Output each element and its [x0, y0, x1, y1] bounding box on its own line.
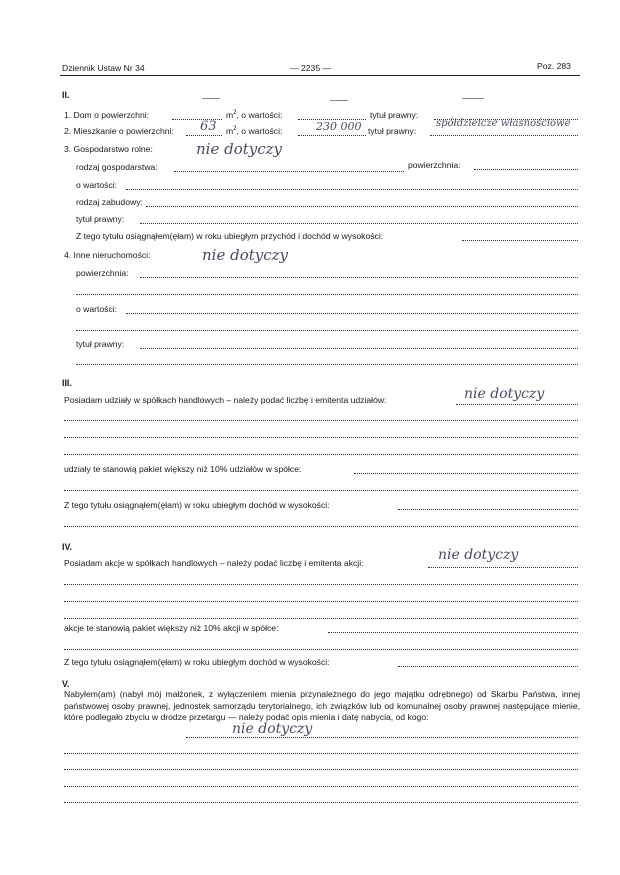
- apartment-value-field[interactable]: [298, 135, 366, 136]
- acquisition-paragraph: Nabyłem(am) (nabył mój małżonek, z wyłączeniem mienia przynależnego do jego majątku odrębnego) od Skarbu Państwa, innej państwowej osoby prawnej, jednostek samorządu terytorialnego, ich związków lub od komunalnej osoby prawnej następujące mienie, które podlegało zbyciu w drodze przetargu — należy podać opis mienia i datę nabycia, od kogo:: [64, 689, 580, 723]
- farm-income-field[interactable]: [462, 240, 578, 241]
- header-rule: [60, 75, 580, 76]
- acquisition-field[interactable]: [186, 737, 578, 738]
- other-area-field[interactable]: [140, 277, 578, 278]
- apartment-area-unit: $m^2$, o wartości:: [226, 126, 283, 136]
- farm-build-label: rodzaj zabudowy:: [76, 197, 143, 207]
- other-title-field[interactable]: [140, 348, 578, 349]
- shares-field-4[interactable]: [64, 454, 578, 455]
- house-title-label: tytuł prawny:: [370, 110, 419, 120]
- stocks-field[interactable]: [428, 567, 578, 568]
- other-area-label: powierzchnia:: [76, 268, 129, 278]
- stocks-label: Posiadam akcje w spółkach handlowych – należy podać liczbę i emitenta akcji:: [64, 558, 364, 568]
- other-value-label: o wartości:: [76, 304, 118, 314]
- stocks-income-field[interactable]: [398, 666, 578, 667]
- apartment-title-label: tytuł prawny:: [368, 126, 417, 136]
- shares-field-2[interactable]: [64, 420, 578, 421]
- farm-kind-label: rodzaj gospodarstwa:: [76, 162, 158, 172]
- apartment-value-handwritten: 230 000: [316, 120, 362, 133]
- dash-mark: [202, 98, 220, 99]
- dash-mark: [462, 98, 484, 99]
- acquisition-field-4[interactable]: [64, 786, 578, 787]
- acquisition-handwritten: nie dotyczy: [232, 721, 313, 737]
- journal-name: Dziennik Ustaw Nr 34: [62, 63, 145, 73]
- dash-mark: [330, 100, 348, 101]
- shares-field-3[interactable]: [64, 437, 578, 438]
- apartment-area-label: 2. Mieszkanie o powierzchni:: [64, 126, 174, 136]
- apartment-title-handwritten: spółdzielcze własnościowe: [436, 118, 571, 129]
- other-property-label: 4. Inne nieruchomości:: [64, 250, 151, 260]
- other-value-field[interactable]: [126, 313, 578, 314]
- farm-label: 3. Gospodarstwo rolne:: [64, 144, 153, 154]
- farm-build-field[interactable]: [146, 206, 578, 207]
- other-property-handwritten: nie dotyczy: [202, 246, 289, 264]
- stocks-field-2[interactable]: [64, 584, 578, 585]
- stocks-field-4[interactable]: [64, 618, 578, 619]
- apartment-area-field[interactable]: [186, 135, 222, 136]
- stocks-stake-label: akcje te stanowią pakiet większy niż 10% akcji w spółce:: [64, 623, 279, 633]
- house-area-label: 1. Dom o powierzchni:: [64, 110, 150, 120]
- farm-value-field[interactable]: [126, 189, 578, 190]
- section-4-numeral: IV.: [62, 542, 72, 552]
- section-2-numeral: II.: [62, 90, 70, 100]
- shares-stake-field-2[interactable]: [64, 490, 578, 491]
- other-title-label: tytuł prawny:: [76, 339, 125, 349]
- shares-handwritten: nie dotyczy: [464, 386, 545, 402]
- stocks-stake-field[interactable]: [328, 632, 578, 633]
- farm-handwritten: nie dotyczy: [196, 140, 283, 158]
- apartment-area-handwritten: 63: [200, 119, 217, 134]
- page-number: — 2235 —: [290, 63, 332, 73]
- farm-kind-field[interactable]: [174, 171, 404, 172]
- section-3-numeral: III.: [62, 378, 72, 388]
- shares-label: Posiadam udziały w spółkach handlowych – należy podać liczbę i emitenta udziałów:: [64, 395, 387, 405]
- farm-title-label: tytuł prawny:: [76, 214, 125, 224]
- position-number: Poz. 283: [537, 61, 571, 71]
- stocks-stake-field-2[interactable]: [64, 649, 578, 650]
- section-5-numeral: V.: [62, 679, 70, 689]
- shares-stake-label: udziały te stanowią pakiet większy niż 10% udziałów w spółce:: [64, 464, 302, 474]
- farm-value-label: o wartości:: [76, 180, 118, 190]
- acquisition-field-2[interactable]: [64, 753, 578, 754]
- other-title-field-2[interactable]: [76, 364, 578, 365]
- shares-field[interactable]: [456, 404, 578, 405]
- house-area-unit: $m^2$, o wartości:: [226, 110, 283, 120]
- stocks-field-3[interactable]: [64, 601, 578, 602]
- stocks-income-label: Z tego tytułu osiągnąłem(ęłam) w roku ubiegłym dochód w wysokości:: [64, 657, 330, 667]
- shares-income-label: Z tego tytułu osiągnąłem(ęłam) w roku ubiegłym dochód w wysokości:: [64, 500, 330, 510]
- farm-area-field[interactable]: [474, 169, 578, 170]
- farm-income-label: Z tego tytułu osiągnąłem(ęłam) w roku ubiegłym przychód i dochód w wysokości:: [76, 231, 384, 241]
- apartment-title-field[interactable]: [430, 135, 578, 136]
- other-area-field-2[interactable]: [76, 294, 578, 295]
- shares-income-field-2[interactable]: [64, 526, 578, 527]
- farm-title-field[interactable]: [140, 223, 578, 224]
- farm-area-label: powierzchnia:: [408, 160, 461, 170]
- shares-income-field[interactable]: [398, 509, 578, 510]
- stocks-handwritten: nie dotyczy: [438, 547, 519, 563]
- acquisition-field-5[interactable]: [64, 802, 578, 803]
- other-value-field-2[interactable]: [76, 330, 578, 331]
- acquisition-field-3[interactable]: [64, 769, 578, 770]
- shares-stake-field[interactable]: [354, 473, 578, 474]
